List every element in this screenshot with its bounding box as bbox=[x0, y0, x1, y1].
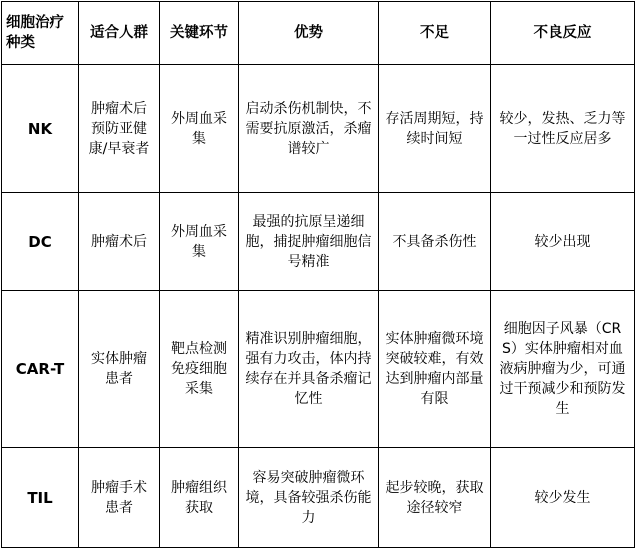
table-row bbox=[2, 193, 635, 291]
population-cell: 肿瘤手术患者 bbox=[79, 448, 160, 548]
adverse-reaction-cell: 细胞因子风暴（CRS）实体肿瘤相对血液病肿瘤为少，可通过干预减少和预防发生 bbox=[491, 291, 635, 448]
population-cell: 肿瘤术后预防亚健康/早衰者 bbox=[79, 65, 160, 193]
key-step-cell: 外周血采集 bbox=[160, 193, 239, 291]
therapy-type-cell: DC bbox=[2, 193, 79, 291]
shortcoming-cell: 存活周期短，持续时间短 bbox=[379, 65, 491, 193]
header-key-step: 关键环节 bbox=[160, 2, 239, 65]
therapy-type-cell: CAR-T bbox=[2, 291, 79, 448]
header-shortcoming: 不足 bbox=[379, 2, 491, 65]
cell-therapy-comparison-table bbox=[1, 1, 635, 548]
population-cell: 实体肿瘤患者 bbox=[79, 291, 160, 448]
header-advantage: 优势 bbox=[239, 2, 379, 65]
header-population: 适合人群 bbox=[79, 2, 160, 65]
key-step-cell: 靶点检测免疫细胞采集 bbox=[160, 291, 239, 448]
therapy-type-cell: NK bbox=[2, 65, 79, 193]
advantage-cell: 精准识别肿瘤细胞，强有力攻击，体内持续存在并具备杀瘤记忆性 bbox=[239, 291, 379, 448]
advantage-cell: 容易突破肿瘤微环境，具备较强杀伤能力 bbox=[239, 448, 379, 548]
header-adverse-reaction: 不良反应 bbox=[491, 2, 635, 65]
table-row bbox=[2, 291, 635, 448]
advantage-cell: 最强的抗原呈递细胞，捕捉肿瘤细胞信号精准 bbox=[239, 193, 379, 291]
key-step-cell: 肿瘤组织获取 bbox=[160, 448, 239, 548]
table-row bbox=[2, 65, 635, 193]
header-row bbox=[2, 2, 635, 65]
table-row bbox=[2, 448, 635, 548]
shortcoming-cell: 实体肿瘤微环境突破较难，有效达到肿瘤内部量有限 bbox=[379, 291, 491, 448]
therapy-type-cell: TIL bbox=[2, 448, 79, 548]
advantage-cell: 启动杀伤机制快，不需要抗原激活，杀瘤谱较广 bbox=[239, 65, 379, 193]
key-step-cell: 外周血采集 bbox=[160, 65, 239, 193]
shortcoming-cell: 起步较晚，获取途径较窄 bbox=[379, 448, 491, 548]
adverse-reaction-cell: 较少，发热、乏力等一过性反应居多 bbox=[491, 65, 635, 193]
header-therapy-type: 细胞治疗种类 bbox=[2, 2, 79, 65]
adverse-reaction-cell: 较少发生 bbox=[491, 448, 635, 548]
adverse-reaction-cell: 较少出现 bbox=[491, 193, 635, 291]
population-cell: 肿瘤术后 bbox=[79, 193, 160, 291]
shortcoming-cell: 不具备杀伤性 bbox=[379, 193, 491, 291]
